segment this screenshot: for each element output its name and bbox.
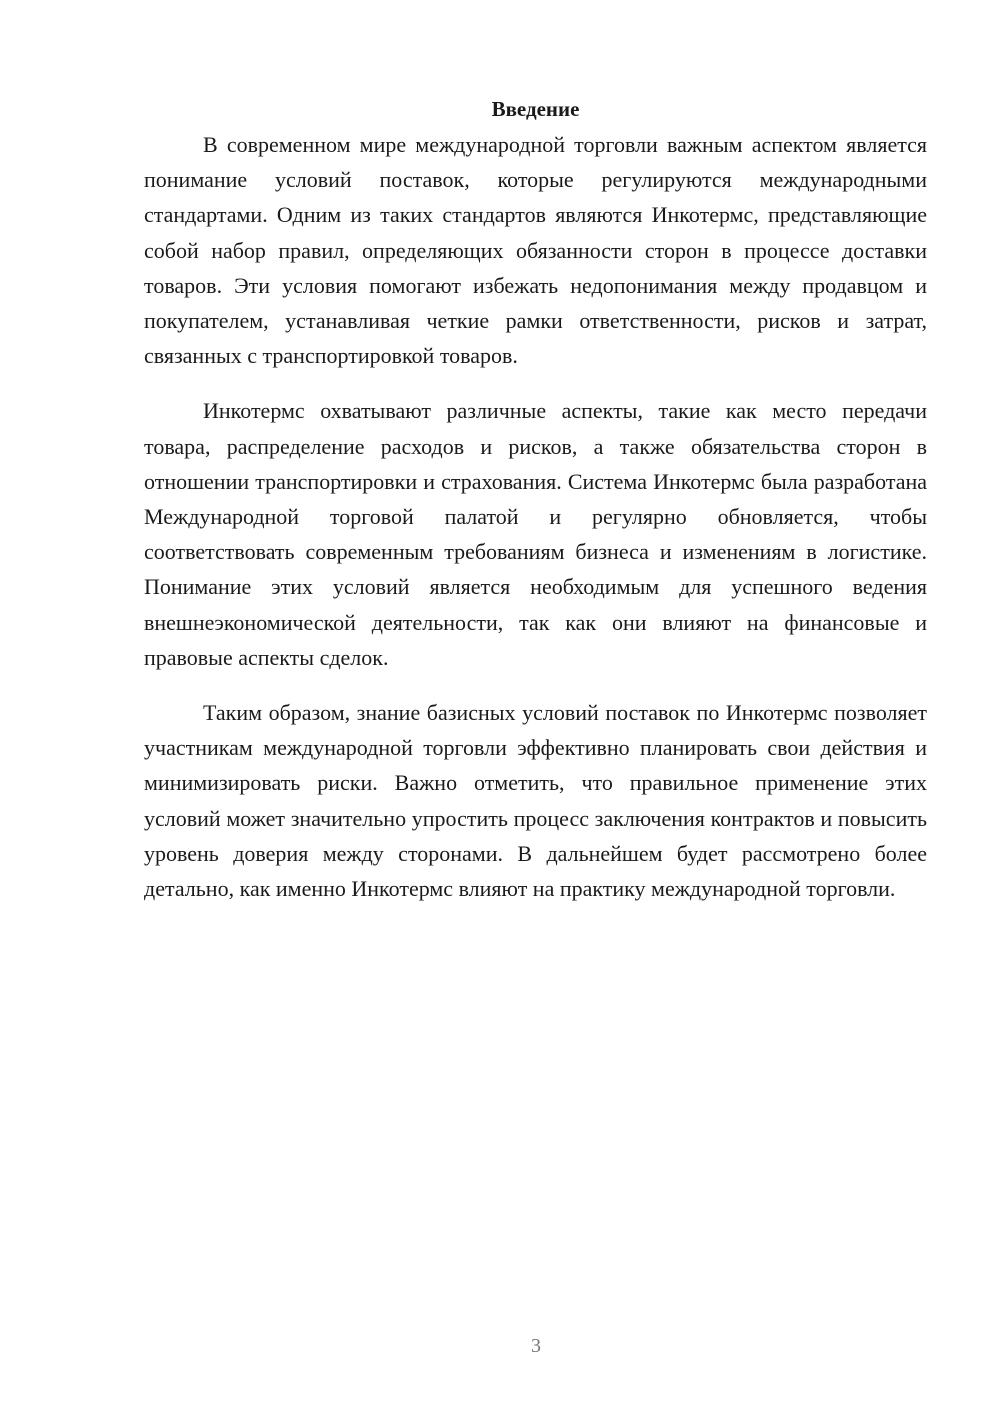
paragraph-2: Инкотермс охватывают различные аспекты, такие как место передачи товара, распределение расходов и рисков, а также обязательства сторон в отношении транспортировки и страхования. Система Инкотермс была разработана Международной торговой палатой и регулярно обновляется, чтобы соответствовать современным требованиям бизнеса и изменениям в логистике. Понимание этих условий является необходимым для успешного ведения внешнеэкономической деятельности, так как они влияют на финансовые и правовые аспекты сделок. bbox=[144, 398, 927, 670]
paragraph-3: Таким образом, знание базисных условий поставок по Инкотермс позволяет участникам международной торговли эффективно планировать свои действия и минимизировать риски. Важно отметить, что правильное применение этих условий может значительно упростить процесс заключения контрактов и повысить уровень доверия между сторонами. В дальнейшем будет рассмотрено более детально, как именно Инкотермс влияют на практику международной торговли. bbox=[144, 700, 927, 902]
paragraph-1: В современном мире международной торговли важным аспектом является понимание условий поставок, которые регулируются международными стандартами. Одним из таких стандартов являются Инкотермс, представляющие собой набор правил, определяющих обязанности сторон в процессе доставки товаров. Эти условия помогают избежать недопонимания между продавцом и покупателем, устанавливая четкие рамки ответственности, рисков и затрат, связанных с транспортировкой товаров. bbox=[144, 132, 927, 369]
page-content bbox=[144, 92, 927, 906]
section-heading: Введение bbox=[491, 97, 580, 121]
page-number: 3 bbox=[531, 1335, 541, 1357]
